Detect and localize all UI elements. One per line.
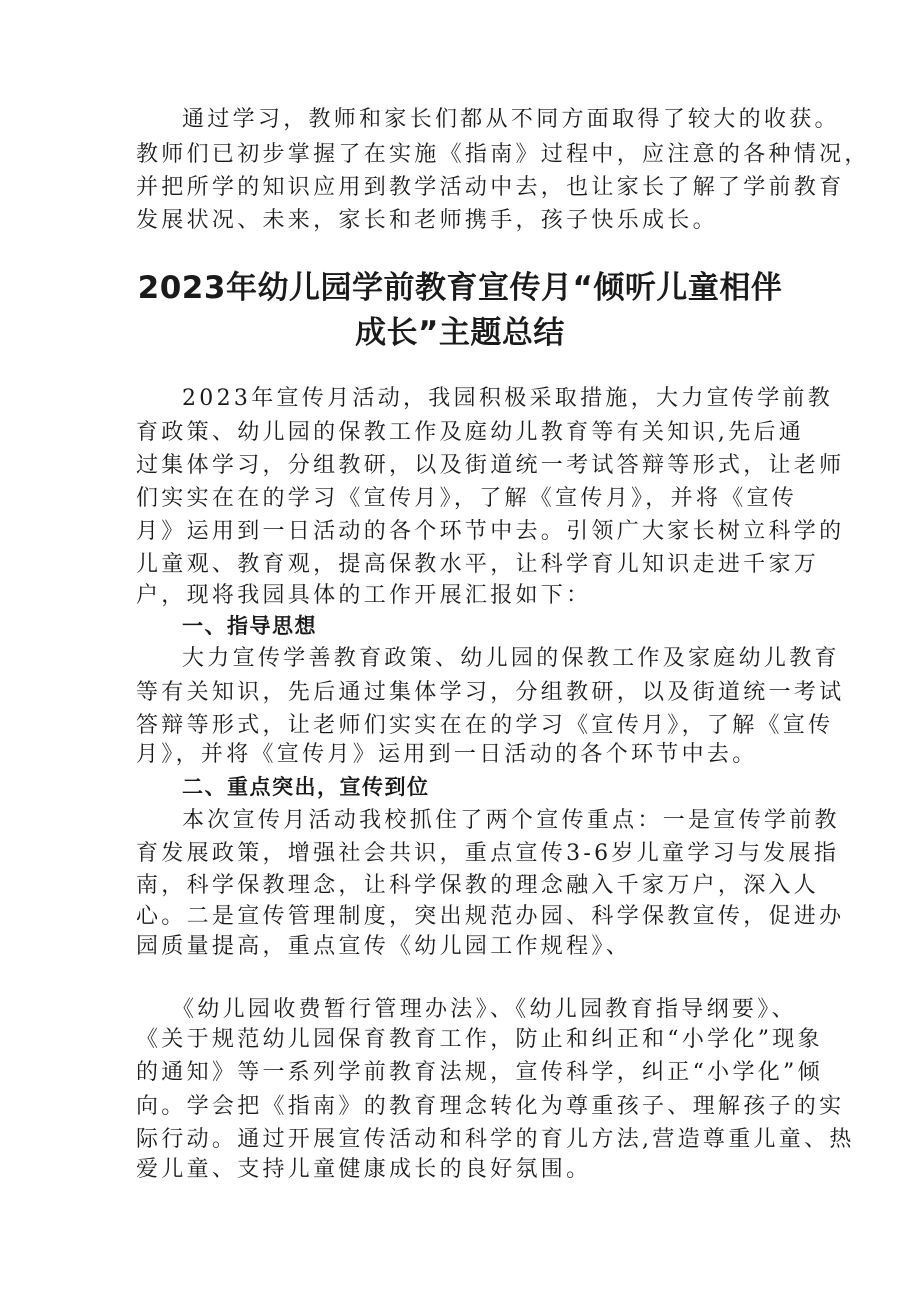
- section2-line-4: 心。二是宣传管理制度，突出规范办园、科学保教宣传，促进办: [136, 904, 845, 929]
- section-heading-key-points: 二、重点突出，宣传到位: [182, 775, 430, 799]
- section1-line-3: 答辩等形式，让老师们实实在在的学习《宣传月》，了解《宣传: [136, 713, 834, 738]
- intro-line-2: 教师们已初步掌握了在实施《指南》过程中，应注意的各种情况，: [136, 142, 870, 167]
- opening-line-2: 育政策、幼儿园的保教工作及庭幼儿教育等有关知识,先后通: [136, 420, 805, 445]
- opening-line-1: 2023年宣传月活动，我园积极采取措施，大力宣传学前教: [182, 386, 834, 411]
- continuation-line-3: 的通知》等一系列学前教育法规，宣传科学，纠正“小学化”倾: [136, 1060, 823, 1085]
- continuation-line-2: 《关于规范幼儿园保育教育工作，防止和纠正和“小学化”现象: [136, 1027, 823, 1052]
- section2-line-1: 本次宣传月活动我校抓住了两个宣传重点：一是宣传学前教: [182, 808, 840, 833]
- section-heading-guiding-ideology: 一、指导思想: [182, 614, 317, 638]
- intro-line-1: 通过学习，教师和家长们都从不同方面取得了较大的收获。: [182, 107, 840, 132]
- opening-line-4: 们实实在在的学习《宣传月》，了解《宣传月》，并将《宣传: [136, 486, 798, 511]
- section2-line-5: 园质量提高，重点宣传《幼儿园工作规程》、: [136, 934, 632, 959]
- opening-line-5: 月》运用到一日活动的各个环节中去。引领广大家长树立科学的: [136, 519, 845, 544]
- section1-line-4: 月》，并将《宣传月》运用到一日活动的各个环节中去。: [136, 742, 758, 767]
- section1-line-1: 大力宣传学善教育政策、幼儿园的保教工作及家庭幼儿教育: [182, 646, 840, 671]
- page-title-line-1: 2023年幼儿园学前教育宣传月“倾听儿童相伴: [137, 270, 783, 306]
- opening-line-6: 儿童观、教育观，提高保教水平，让科学育儿知识走进千家万: [136, 552, 820, 577]
- section2-line-3: 南，科学保教理念，让科学保教的理念融入千家万户，深入人: [136, 873, 820, 898]
- section1-line-2: 等有关知识，先后通过集体学习，分组教研，以及街道统一考试: [136, 680, 845, 705]
- continuation-line-1: 《幼儿园收费暂行管理办法》、《幼儿园教育指导纲要》、: [172, 997, 797, 1022]
- continuation-line-5: 际行动。通过开展宣传活动和科学的育儿方法,营造尊重儿童、热: [136, 1127, 855, 1152]
- opening-line-3: 过集体学习，分组教研，以及街道统一考试答辩等形式，让老师: [136, 453, 845, 478]
- opening-line-7: 户，现将我园具体的工作开展汇报如下：: [136, 583, 592, 608]
- section2-line-2: 育发展政策，增强社会共识，重点宣传3-6岁儿童学习与发展指: [136, 841, 840, 866]
- intro-line-3: 并把所学的知识应用到教学活动中去，也让家长了解了学前教育: [136, 175, 845, 200]
- continuation-line-6: 爱儿童、支持儿童健康成长的良好氛围。: [136, 1157, 592, 1182]
- page-title-line-2: 成长”主题总结: [355, 315, 565, 351]
- continuation-line-4: 向。学会把《指南》的教育理念转化为尊重孩子、理解孩子的实: [136, 1094, 845, 1119]
- intro-line-4: 发展状况、未来，家长和老师携手，孩子快乐成长。: [136, 208, 718, 233]
